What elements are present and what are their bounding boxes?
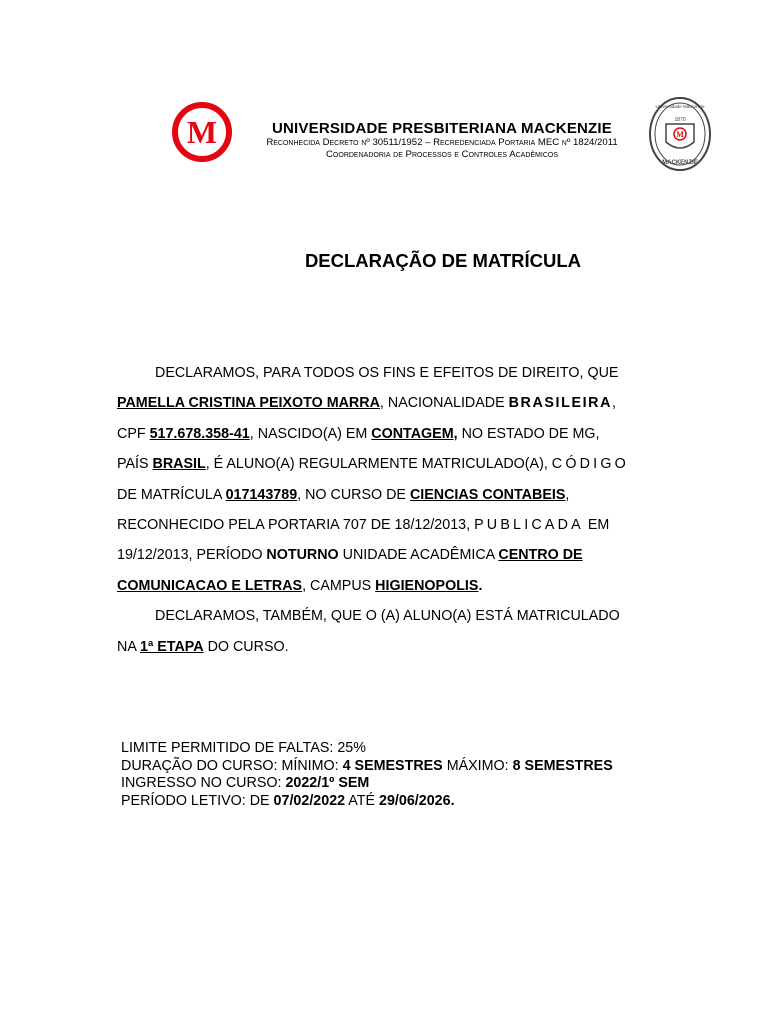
declaration-body [117, 358, 632, 662]
period-end: 29/06/2026. [379, 792, 455, 809]
course-info [121, 740, 613, 810]
institution-header [262, 120, 622, 161]
line-4: PAÍS BRASIL, É ALUNO(A) REGULARMENTE MATRICULADO(A), CÓDIGO [117, 456, 629, 473]
entry-semester: 2022/1º SEM [285, 775, 370, 791]
recognition-line: Reconhecida Decreto nº 30511/1952 – Recredenciada Portaria MEC nº 1824/2011 [266, 137, 618, 148]
campus: HIGIENOPOLIS [375, 577, 479, 594]
country: BRASIL [152, 456, 206, 473]
mackenzie-logo [170, 100, 234, 164]
line-9 [117, 601, 632, 631]
seal-year: 1870 [674, 117, 686, 123]
birth-city: CONTAGEM, [371, 425, 458, 442]
course-entry: INGRESSO NO CURSO: 2022/1º SEM [121, 775, 370, 791]
seal-letter: M [676, 130, 684, 139]
period: NOTURNO [266, 547, 339, 564]
duration-max: 8 SEMESTRES [512, 757, 613, 774]
line-7: 19/12/2013, PERÍODO NOTURNO UNIDADE ACADÊMICA CENTRO DE [117, 547, 583, 564]
line-5: DE MATRÍCULA 017143789, NO CURSO DE CIENCIAS CONTABEIS, [117, 486, 570, 503]
line-6: RECONHECIDO PELA PORTARIA 707 DE 18/12/2013, PUBLICADA EM [117, 516, 610, 533]
line-3: CPF 517.678.358-41, NASCIDO(A) EM CONTAGEM, NO ESTADO DE MG, [117, 425, 600, 442]
student-name: PAMELLA CRISTINA PEIXOTO MARRA [117, 395, 380, 412]
second-declaration: DECLARAMOS, TAMBÉM, QUE O (A) ALUNO(A) ESTÁ MATRICULADO [155, 608, 620, 625]
document-title: DECLARAÇÃO DE MATRÍCULA [304, 250, 582, 271]
line-2: PAMELLA CRISTINA PEIXOTO MARRA, NACIONALIDADE BRASILEIRA, [117, 395, 616, 412]
course-duration: DURAÇÃO DO CURSO: MÍNIMO: 4 SEMESTRES MÁXIMO: 8 SEMESTRES [121, 757, 613, 774]
course-name: CIENCIAS CONTABEIS [409, 486, 566, 503]
line-10: NA 1ª ETAPA DO CURSO. [117, 638, 289, 655]
coordination-line: Coordenadoria de Processos e Controles Acadêmicos [326, 149, 558, 160]
university-seal [648, 96, 712, 172]
academic-unit-part2: COMUNICACAO E LETRAS [117, 577, 303, 594]
academic-unit-part1: CENTRO DE [498, 547, 583, 564]
nationality: BRASILEIRA [508, 395, 612, 412]
period-start: 07/02/2022 [273, 792, 346, 809]
seal-top-text: Universidade Mackenzie [655, 104, 705, 109]
duration-min: 4 SEMESTRES [342, 757, 443, 774]
logo-letter: M [186, 114, 218, 150]
absence-limit: LIMITE PERMITIDO DE FALTAS: 25% [121, 740, 366, 756]
cpf-value: 517.678.358-41 [149, 425, 250, 442]
publicada-word: PUBLICADA [474, 516, 584, 533]
line-8: COMUNICACAO E LETRAS, CAMPUS HIGIENOPOLIS. [117, 577, 483, 594]
course-stage: 1ª ETAPA [140, 638, 204, 655]
academic-period: PERÍODO LETIVO: DE 07/02/2022 ATÉ 29/06/2026. [121, 792, 455, 809]
matricula-code: 017143789 [225, 486, 298, 503]
codigo-word: CÓDIGO [551, 456, 629, 473]
seal-bottom-text: MACKENZIE [662, 160, 698, 166]
line-1 [117, 358, 632, 388]
university-name: UNIVERSIDADE PRESBITERIANA MACKENZIE [271, 120, 612, 137]
intro-text: DECLARAMOS, PARA TODOS OS FINS E EFEITOS DE DIREITO, QUE [155, 365, 619, 381]
